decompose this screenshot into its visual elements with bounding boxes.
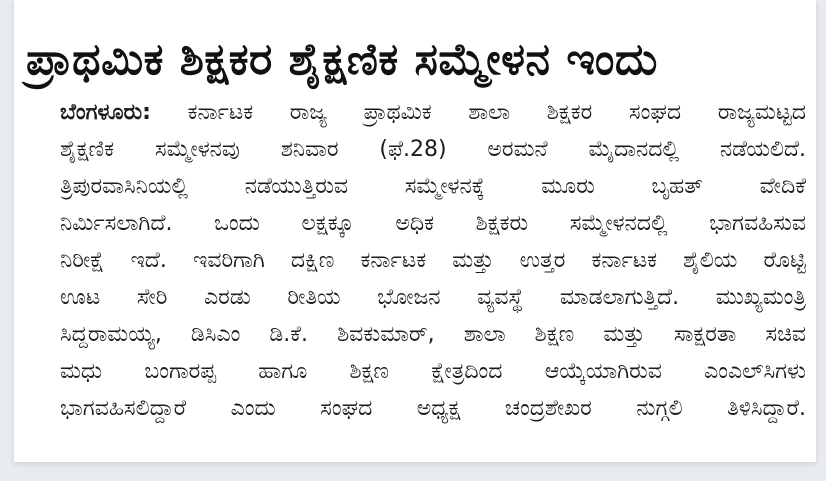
article-line-text: ಕರ್ನಾಟಕ ರಾಜ್ಯ ಪ್ರಾಥಮಿಕ ಶಾಲಾ ಶಿಕ್ಷಕರ ಸಂಘದ ರಾಜ್ಯಮಟ್ಟದ — [187, 100, 806, 125]
newspaper-clipping — [14, 0, 816, 462]
article-line: ಶೈಕ್ಷಣಿಕ ಸಮ್ಮೇಳನವು ಶನಿವಾರ (ಫೆ.28) ಅರಮನೆ ಮೈದಾನದಲ್ಲಿ ನಡೆಯಲಿದೆ. — [60, 137, 806, 162]
article-body — [60, 94, 806, 427]
article-line: ಸಿದ್ದರಾಮಯ್ಯ, ಡಿಸಿಎಂ ಡಿ.ಕೆ. ಶಿವಕುಮಾರ್, ಶಾಲಾ ಶಿಕ್ಷಣ ಮತ್ತು ಸಾಕ್ಷರತಾ ಸಚಿವ — [60, 322, 806, 347]
cut-off-previous-line — [359, 0, 816, 12]
article-line: ಭಾಗವಹಿಸಲಿದ್ದಾರೆ ಎಂದು ಸಂಘದ ಅಧ್ಯಕ್ಷ ಚಂದ್ರಶೇಖರ ನುಗ್ಗಲಿ ತಿಳಿಸಿದ್ದಾರೆ. — [60, 396, 806, 421]
article-line — [60, 94, 806, 131]
headline: ಪ್ರಾಥಮಿಕ ಶಿಕ್ಷಕರ ಶೈಕ್ಷಣಿಕ ಸಮ್ಮೇಳನ ಇಂದು — [26, 34, 658, 85]
article-line: ಊಟ ಸೇರಿ ಎರಡು ರೀತಿಯ ಭೋಜನ ವ್ಯವಸ್ಥೆ ಮಾಡಲಾಗುತ್ತಿದೆ. ಮುಖ್ಯಮಂತ್ರಿ — [60, 285, 806, 310]
article-line: ನಿರ್ಮಿಸಲಾಗಿದೆ. ಒಂದು ಲಕ್ಷಕ್ಕೂ ಅಧಿಕ ಶಿಕ್ಷಕರು ಸಮ್ಮೇಳನದಲ್ಲಿ ಭಾಗವಹಿಸುವ — [60, 211, 806, 236]
dateline: ಬೆಂಗಳೂರು: — [60, 100, 151, 125]
article-line: ತ್ರಿಪುರವಾಸಿನಿಯಲ್ಲಿ ನಡೆಯುತ್ತಿರುವ ಸಮ್ಮೇಳನಕ್ಕೆ ಮೂರು ಬೃಹತ್ ವೇದಿಕೆ — [60, 174, 806, 199]
article-line: ನಿರೀಕ್ಷೆ ಇದೆ. ಇವರಿಗಾಗಿ ದಕ್ಷಿಣ ಕರ್ನಾಟಕ ಮತ್ತು ಉತ್ತರ ಕರ್ನಾಟಕ ಶೈಲಿಯ ರೊಟ್ಟಿ — [60, 248, 806, 273]
article-line: ಮಧು ಬಂಗಾರಪ್ಪ ಹಾಗೂ ಶಿಕ್ಷಣ ಕ್ಷೇತ್ರದಿಂದ ಆಯ್ಕೆಯಾಗಿರುವ ಎಂಎಲ್‌ಸಿಗಳು — [60, 359, 806, 384]
